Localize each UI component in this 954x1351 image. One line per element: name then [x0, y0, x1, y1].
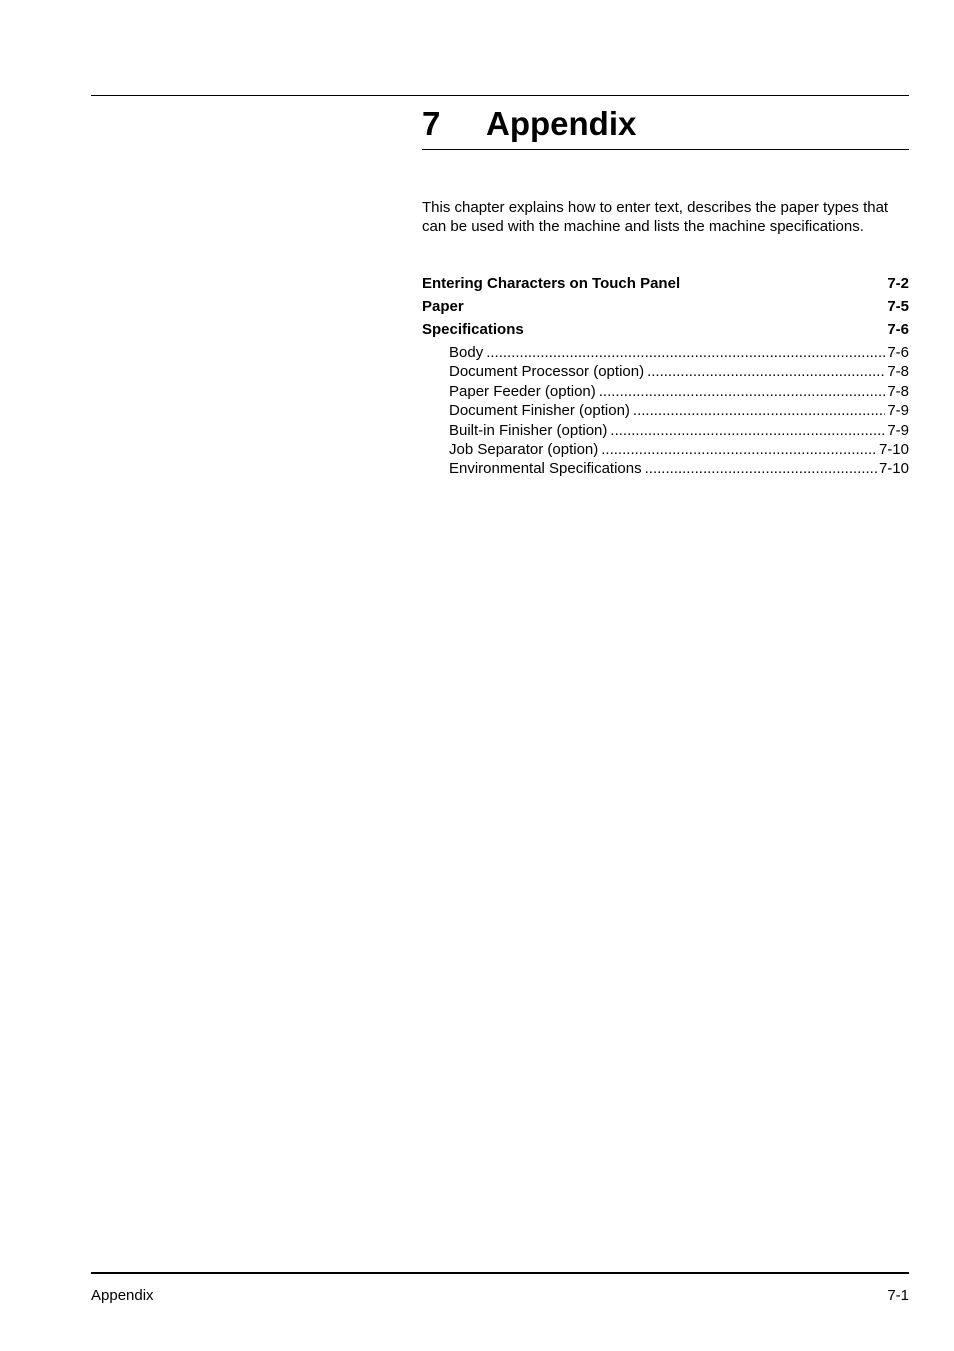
table-of-contents	[422, 274, 909, 479]
toc-subentry-page: 7-8	[887, 363, 909, 381]
toc-subentry-document-finisher[interactable]	[449, 401, 909, 420]
footer-rule	[91, 1272, 909, 1274]
toc-subentry-page: 7-10	[878, 440, 909, 458]
toc-subentry-environmental-specifications[interactable]	[449, 459, 909, 478]
toc-entry-page: 7-5	[887, 298, 909, 315]
toc-entry-paper[interactable]	[422, 297, 909, 320]
toc-subentry-label: Built-in Finisher (option)	[449, 421, 608, 439]
toc-leader-dots	[633, 401, 885, 420]
toc-entry-label: Entering Characters on Touch Panel	[422, 275, 681, 292]
toc-subentry-label: Paper Feeder (option)	[449, 382, 596, 400]
toc-subentry-paper-feeder[interactable]	[449, 382, 909, 401]
footer-section-name: Appendix	[91, 1287, 154, 1304]
toc-leader-dots	[599, 382, 886, 401]
toc-subentry-page: 7-10	[878, 460, 909, 478]
toc-subentry-page: 7-9	[887, 402, 909, 420]
toc-entry-specifications[interactable]	[422, 320, 909, 343]
toc-entry-label: Paper	[422, 298, 464, 315]
title-rule	[422, 149, 909, 150]
chapter-name: Appendix	[486, 105, 637, 142]
toc-subentry-label: Job Separator (option)	[449, 440, 599, 458]
toc-subentry-built-in-finisher[interactable]	[449, 421, 909, 440]
toc-subentry-document-processor[interactable]	[449, 362, 909, 381]
toc-subentry-page: 7-9	[887, 421, 909, 439]
toc-entry-label: Specifications	[422, 321, 524, 338]
footer-page-number: 7-1	[887, 1287, 909, 1304]
header-rule	[91, 95, 909, 96]
toc-leader-dots	[610, 421, 885, 440]
toc-subentry-label: Document Finisher (option)	[449, 402, 630, 420]
toc-subentry-job-separator[interactable]	[449, 440, 909, 459]
toc-subentry-page: 7-8	[887, 382, 909, 400]
toc-subentry-body[interactable]	[449, 343, 909, 362]
chapter-intro: This chapter explains how to enter text, describes the paper types that can be used with the machine and lists the machine specifications.	[422, 199, 889, 235]
toc-leader-dots	[601, 440, 877, 459]
toc-leader-dots	[645, 459, 877, 478]
toc-subentry-label: Body	[449, 344, 484, 361]
toc-entry-page: 7-2	[887, 275, 909, 292]
toc-leader-dots	[486, 343, 885, 362]
chapter-title	[422, 104, 909, 148]
chapter-number: 7	[422, 105, 441, 142]
toc-subentry-label: Document Processor (option)	[449, 363, 645, 381]
toc-leader-dots	[647, 362, 885, 381]
toc-entry-page: 7-6	[887, 321, 909, 338]
toc-subentry-label: Environmental Specifications	[449, 460, 642, 478]
toc-subentry-page: 7-6	[887, 344, 909, 361]
toc-entry-entering-characters[interactable]	[422, 274, 909, 297]
